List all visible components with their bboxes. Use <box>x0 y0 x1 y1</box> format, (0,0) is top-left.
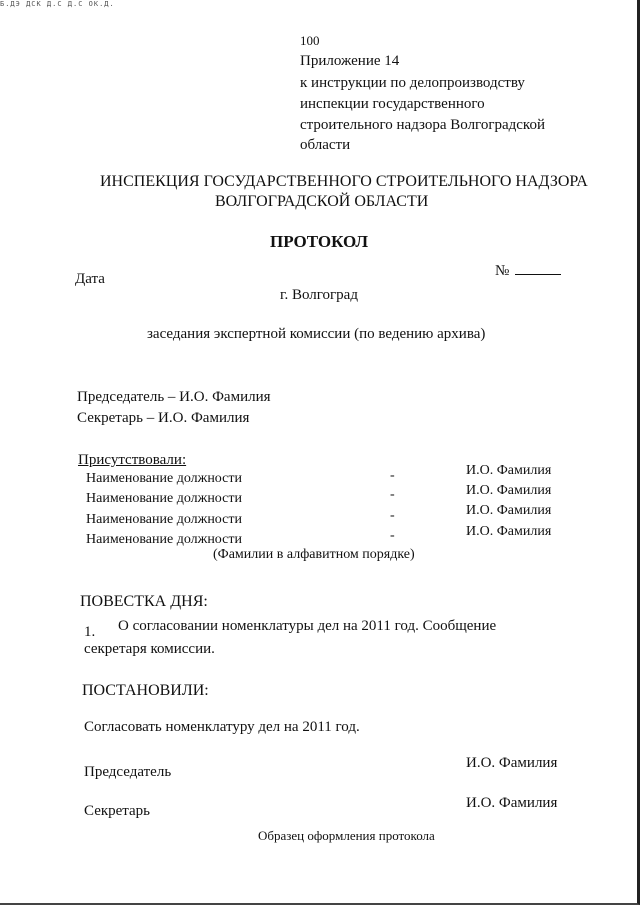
number-blank <box>515 262 561 275</box>
alphabetical-note: (Фамилии в алфавитном порядке) <box>213 547 415 562</box>
document-title: ПРОТОКОЛ <box>270 232 369 251</box>
agenda-label: ПОВЕСТКА ДНЯ: <box>80 593 208 610</box>
appendix-line-5: области <box>300 137 351 153</box>
attendee-position: Наименование должности <box>86 512 242 527</box>
page-number: 100 <box>300 33 320 48</box>
agenda-item-line-1: О согласовании номенклатуры дел на 2011 год. Сообщение <box>118 618 497 634</box>
attendee-dash: - <box>390 468 395 483</box>
attendee-position: Наименование должности <box>86 532 242 547</box>
resolved-label: ПОСТАНОВИЛИ: <box>82 682 209 699</box>
city: г. Волгоград <box>280 287 358 303</box>
attendee-name: И.О. Фамилия <box>466 503 552 518</box>
signature-role: Секретарь <box>84 803 151 819</box>
protocol-number <box>495 262 561 280</box>
present-label: Присутствовали: <box>78 452 187 468</box>
chairman-line: Председатель – И.О. Фамилия <box>77 389 271 405</box>
agenda-item-number: 1. <box>84 624 96 640</box>
scan-header-noise: Б.ДЭ ДСК Д.С Д.С ОК.Д. <box>0 0 115 8</box>
protocol-subject: заседания экспертной комиссии (по ведению архива) <box>147 326 486 342</box>
signature-role: Председатель <box>84 764 172 780</box>
secretary-line: Секретарь – И.О. Фамилия <box>77 410 250 426</box>
signature-name: И.О. Фамилия <box>466 795 558 811</box>
attendee-name: И.О. Фамилия <box>466 483 552 498</box>
date-label: Дата <box>75 271 105 287</box>
footer-caption: Образец оформления протокола <box>258 828 435 843</box>
attendee-name: И.О. Фамилия <box>466 524 552 539</box>
attendee-position: Наименование должности <box>86 491 242 506</box>
attendee-dash: - <box>390 508 395 523</box>
attendee-position: Наименование должности <box>86 471 242 486</box>
resolution-text: Согласовать номенклатуру дел на 2011 год. <box>84 719 360 735</box>
appendix-line-4: строительного надзора Волгоградской <box>300 117 545 133</box>
agenda-item-line-2: секретаря комиссии. <box>84 641 215 657</box>
appendix-line-3: инспекции государственного <box>300 96 485 112</box>
number-label: № <box>495 263 510 279</box>
appendix-line-2: к инструкции по делопроизводству <box>300 75 525 91</box>
attendee-name: И.О. Фамилия <box>466 463 552 478</box>
attendee-dash: - <box>390 528 395 543</box>
org-name-line-1: ИНСПЕКЦИЯ ГОСУДАРСТВЕННОГО СТРОИТЕЛЬНОГО НАДЗОРА <box>100 173 588 190</box>
attendee-dash: - <box>390 487 395 502</box>
appendix-line-1: Приложение 14 <box>300 53 400 69</box>
org-name-line-2: ВОЛГОГРАДСКОЙ ОБЛАСТИ <box>215 193 429 210</box>
signature-name: И.О. Фамилия <box>466 755 558 771</box>
